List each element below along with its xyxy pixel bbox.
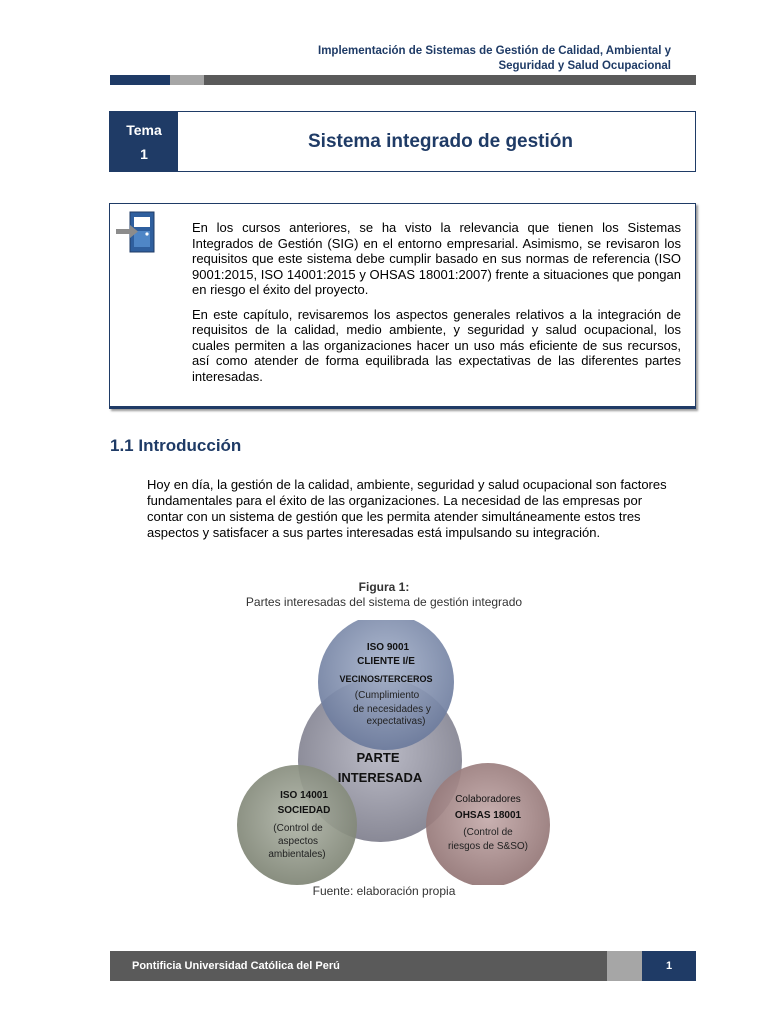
topic-title: Sistema integrado de gestión xyxy=(308,130,573,152)
top-line1: ISO 9001 xyxy=(366,642,410,653)
top-line5: de necesidades y xyxy=(353,704,431,715)
topic-label xyxy=(110,112,178,171)
center-line1: PARTE xyxy=(356,750,400,765)
left-line2: SOCIEDAD xyxy=(277,805,331,816)
intro-box xyxy=(109,203,696,409)
footer-gray-block xyxy=(607,951,642,981)
intro-paragraph-1: En los cursos anteriores, se ha visto la relevancia que tienen los Sistemas Integrados de Gestión (SIG) en el entorno empresarial. Asimismo, se revisaron los requisitos que este sistema debe cumplir basado en sus normas de referencia (ISO 9001:2015, ISO 14001:2015 y OHSAS 18001:2007) frente a situaciones que pongan en riesgo el éxito del proyecto. xyxy=(192,220,681,297)
section-heading xyxy=(110,436,241,456)
top-line2: CLIENTE I/E xyxy=(357,656,415,667)
left-line5: ambientales) xyxy=(268,849,326,860)
left-line3: (Control de xyxy=(273,823,323,834)
section-body: Hoy en día, la gestión de la calidad, ambiente, seguridad y salud ocupacional son factores fundamentales para el éxito de las organizaciones. La necesidad de las empresas por contar con un sistema de gestión que les permita atender simultáneamente estos tres aspectos y satisfacer a sus partes interesadas está impulsando su integración. xyxy=(147,477,667,540)
top-line3: VECINOS/TERCEROS xyxy=(339,674,433,684)
page-footer xyxy=(110,951,696,981)
figure-source: Fuente: elaboración propia xyxy=(312,884,456,898)
right-line2: OHSAS 18001 xyxy=(454,810,522,821)
top-line4: (Cumplimiento xyxy=(354,690,420,701)
right-line1: Colaboradores xyxy=(455,794,521,805)
right-circle xyxy=(426,763,550,885)
footer-institution: Pontificia Universidad Católica del Perú xyxy=(110,951,607,981)
left-line4: aspectos xyxy=(277,836,319,847)
topic-label-text: Tema xyxy=(126,121,162,138)
stakeholder-diagram xyxy=(230,620,560,885)
door-exit-icon xyxy=(116,210,158,256)
figure-subtitle: Partes interesadas del sistema de gestión integrado xyxy=(245,595,523,609)
right-line3: (Control de xyxy=(463,827,513,838)
top-line6: expectativas) xyxy=(366,716,426,727)
header-title-line2: Seguridad y Salud Ocupacional xyxy=(498,60,671,72)
section-number: 1.1 xyxy=(110,436,134,455)
topic-banner xyxy=(109,111,696,172)
header-title-line1: Implementación de Sistemas de Gestión de Calidad, Ambiental y xyxy=(318,45,671,57)
top-circle xyxy=(318,620,454,750)
section-title: Introducción xyxy=(138,436,242,455)
footer-page-number: 1 xyxy=(642,951,696,981)
document-header xyxy=(151,44,671,74)
center-line2: INTERESADA xyxy=(337,770,423,785)
right-line4: riesgos de S&SO) xyxy=(447,841,529,852)
intro-text xyxy=(192,220,681,393)
figure-title: Figura 1: xyxy=(358,580,410,594)
topic-number: 1 xyxy=(140,145,148,162)
left-line1: ISO 14001 xyxy=(280,790,328,801)
header-color-bar xyxy=(110,75,696,85)
intro-paragraph-2: En este capítulo, revisaremos los aspectos generales relativos a la integración de requisitos de la calidad, medio ambiente, y seguridad y salud ocupacional, los cuales permiten a las organizaciones hacer un uso más eficiente de sus recursos, así como atender de forma equilibrada las expectativas de las diferentes partes interesadas. xyxy=(192,306,681,384)
